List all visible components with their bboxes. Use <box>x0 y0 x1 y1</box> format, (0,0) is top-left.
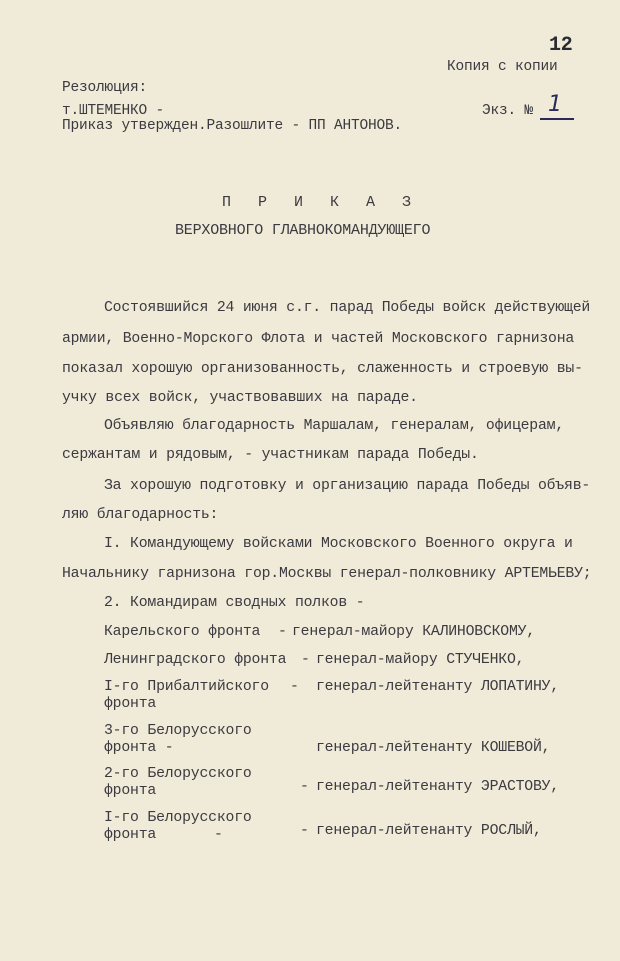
paragraph2-line: сержантам и рядовым, - участникам парада Победы. <box>62 447 479 463</box>
exemplar-underline <box>540 118 574 120</box>
document-title: П Р И К А З <box>222 194 421 211</box>
front-name: фронта <box>104 827 157 843</box>
front-name: Ленинградского фронта <box>104 652 287 668</box>
document-subtitle: ВЕРХОВНОГО ГЛАВНОКОМАНДУЮЩЕГО <box>175 222 431 239</box>
paragraph2-line: Объявляю благодарность Маршалам, генералам, офицерам, <box>104 418 565 434</box>
copy-note: Копия с копии <box>447 59 558 75</box>
commander-rank-name: генерал-лейтенанту КОШЕВОЙ, <box>316 740 551 756</box>
front-dash: - <box>290 679 299 695</box>
front-suffix-dash: - <box>214 827 223 843</box>
paragraph1-line: армии, Военно-Морского Флота и частей Московского гарнизона <box>62 331 575 347</box>
front-name: Карельского фронта <box>104 624 261 640</box>
paragraph1-line: Состоявшийся 24 июня с.г. парад Победы войск действующей <box>104 300 591 316</box>
front-name: I-го Прибалтийского <box>104 679 269 695</box>
item1-line: I. Командующему войсками Московского Военного округа и <box>104 536 573 552</box>
commander-rank-name: генерал-лейтенанту ЭРАСТОВУ, <box>316 779 560 795</box>
front-name: фронта <box>104 696 157 712</box>
paragraph3-line: За хорошую подготовку и организацию парада Победы объяв- <box>104 478 591 494</box>
addressee: т.ШТЕМЕНКО - <box>62 103 165 119</box>
commander-rank-name: генерал-лейтенанту РОСЛЫЙ, <box>316 823 542 839</box>
page-number: 12 <box>549 34 573 57</box>
front-dash: - <box>301 652 310 668</box>
paragraph1-line: показал хорошую организованность, слаженность и строевую вы- <box>62 361 583 377</box>
front-dash: - <box>300 779 309 795</box>
exemplar-number-handwritten: 1 <box>548 92 562 117</box>
front-name: фронта - <box>104 740 174 756</box>
resolution-label: Резолюция: <box>62 80 148 96</box>
front-name: 3-го Белорусского <box>104 723 252 739</box>
approval-line: Приказ утвержден.Разошлите - ПП АНТОНОВ. <box>62 118 403 134</box>
front-name: I-го Белорусского <box>104 810 252 826</box>
commander-rank-name: генерал-лейтенанту ЛОПАТИНУ, <box>316 679 560 695</box>
item2-heading: 2. Командирам сводных полков - <box>104 595 365 611</box>
paragraph3-line: ляю благодарность: <box>62 507 219 523</box>
item1-line: Начальнику гарнизона гор.Москвы генерал-полковнику АРТЕМЬЕВУ; <box>62 566 592 582</box>
paragraph1-line: учку всех войск, участвовавших на параде. <box>62 390 418 406</box>
front-name: 2-го Белорусского <box>104 766 252 782</box>
commander-rank-name: генерал-майору СТУЧЕНКО, <box>316 652 525 668</box>
exemplar-label: Экз. № <box>482 103 534 119</box>
front-name: фронта <box>104 783 157 799</box>
front-dash: - <box>300 823 309 839</box>
commander-rank-name: генерал-майору КАЛИНОВСКОМУ, <box>292 624 536 640</box>
front-dash: - <box>278 624 287 640</box>
